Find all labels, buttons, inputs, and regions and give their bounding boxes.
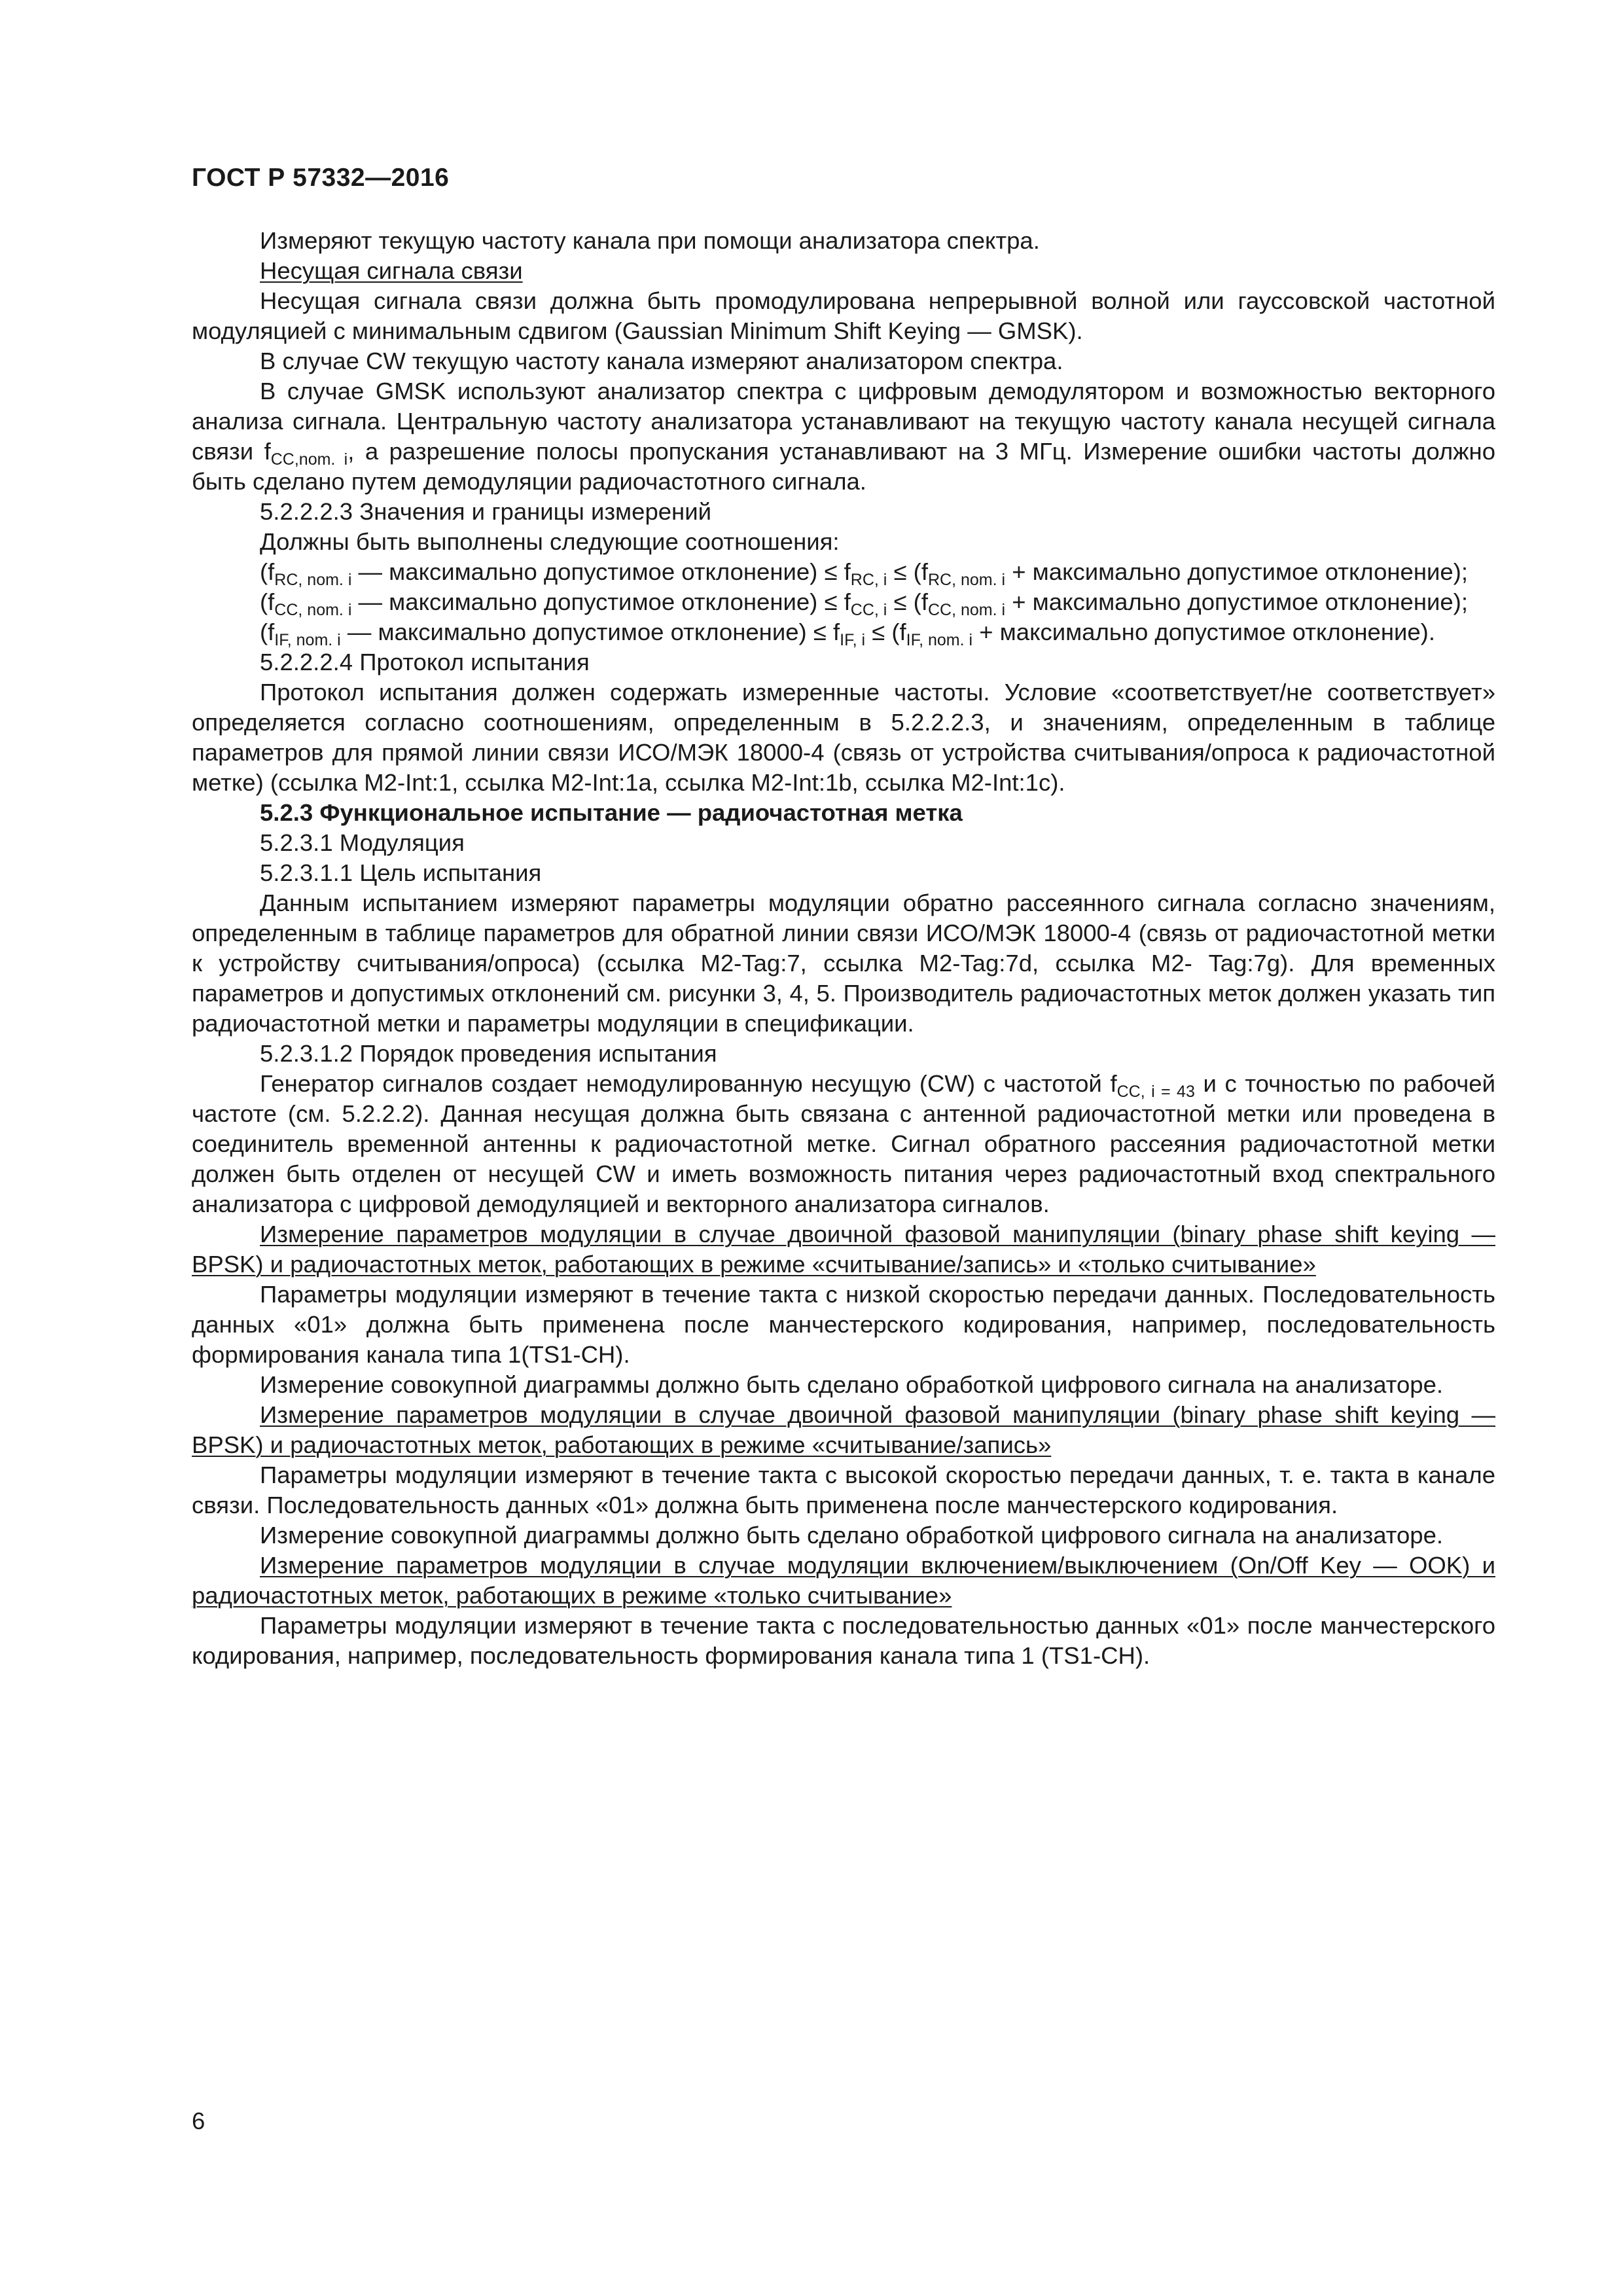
text-run: и с точностью по рабочей частоте (см. 5.2.2.2). Данная несущая должна быть связана с антенной радиочастотной метки или проведена в соединитель временной антенны к радиочастотной метке. Сигнал обратного рассеяния радиочастотной метки должен быть отделен от несущей CW и иметь возможность питания через радиочастотный вход спектрального анализатора с цифровой демодуляцией и векторного анализатора сигналов. (192, 1070, 1495, 1217)
formula-cc (192, 587, 1495, 617)
subscript: CC, nom. i (274, 601, 352, 619)
text-run: ≤ (f (865, 619, 906, 645)
text-run: ≤ (f (887, 558, 928, 585)
paragraph: Параметры модуляции измеряют в течение такта с низкой скоростью передачи данных. Последовательность данных «01» должна быть применена после манчестерского кодирования, например, последовательность формирования канала типа 1(TS1-CH). (192, 1281, 1495, 1368)
text-run: (f (260, 619, 275, 645)
subscript: CC, i (850, 601, 887, 619)
text-run: ≤ (f (887, 588, 928, 615)
text-run: + максимально допустимое отклонение); (1005, 558, 1468, 585)
subscript: CC, nom. i (927, 601, 1006, 619)
formula-if (192, 617, 1495, 647)
text-run: (f (260, 588, 275, 615)
subheading-carrier (192, 256, 1495, 286)
text-run: , а разрешение полосы пропускания устанавливают на 3 МГц. Измерение ошибки частоты должно быть сделано путем демодуляции радиочастотного сигнала. (192, 438, 1496, 495)
subscript: RC, i (850, 571, 887, 589)
subscript: RC, nom. i (927, 571, 1006, 589)
text-run: (f (260, 558, 275, 585)
clause-heading: 5.2.3.1.2 Порядок проведения испытания (260, 1040, 717, 1067)
clause-heading: 5.2.2.2.3 Значения и границы измерений (260, 498, 711, 525)
text-run: Генератор сигналов создает немодулированную несущую (CW) с частотой f (260, 1070, 1117, 1097)
formula-rc (192, 557, 1495, 587)
subscript: IF, nom. i (274, 631, 341, 649)
section-heading: 5.2.3 Функциональное испытание — радиочастотная метка (260, 799, 963, 826)
paragraph: В случае CW текущую частоту канала измеряют анализатором спектра. (260, 348, 1063, 374)
clause-heading: 5.2.3.1.1 Цель испытания (260, 859, 542, 886)
document-code-header: ГОСТ Р 57332—2016 (192, 164, 450, 192)
paragraph: Должны быть выполнены следующие соотношения: (260, 528, 840, 555)
underlined-text: Измерение параметров модуляции в случае модуляции включением/выключением (On/Off Key — OOK) и радиочастотных меток, работающих в режиме «только считывание» (192, 1552, 1495, 1609)
underlined-text: Измерение параметров модуляции в случае двоичной фазовой манипуляции (binary phase shift keying — BPSK) и радиочастотных меток, работающих в режиме «считывание/запись» (192, 1401, 1495, 1458)
page-number: 6 (192, 2108, 205, 2134)
subheading-bpsk-rw-ro (192, 1219, 1495, 1280)
paragraph: Данным испытанием измеряют параметры модуляции обратно рассеянного сигнала согласно значениям, определенным в таблице параметров для обратной линии связи ИСО/МЭК 18000-4 (связь от радиочастотной метки к устройству считывания/опроса) (ссылка M2-Tag:7, ссылка M2-Tag:7d, ссылка M2- Tag:7g). Для временных параметров и допустимых отклонений см. рисунки 3, 4, 5. Производитель радиочастотных меток должен указать тип радиочастотной метки и параметры модуляции в спецификации. (192, 889, 1495, 1037)
paragraph (192, 376, 1495, 497)
paragraph (192, 1069, 1495, 1219)
subscript: RC, nom. i (274, 571, 352, 589)
document-body (192, 226, 1495, 1671)
subscript: CC,nom. i (270, 450, 348, 469)
text-run: В случае GMSK используют анализатор спектра с цифровым демодулятором и возможностью векторного анализа сигнала. Центральную частоту анализатора устанавливают на текущую частоту канала несущей сигнала связи f (192, 378, 1495, 465)
underlined-text: Несущая сигнала связи (260, 257, 523, 284)
paragraph: Параметры модуляции измеряют в течение такта с последовательностью данных «01» после манчестерского кодирования, например, последовательность формирования канала типа 1 (TS1-CH). (192, 1612, 1495, 1669)
text-run: — максимально допустимое отклонение) ≤ f (351, 558, 851, 585)
paragraph: Измерение совокупной диаграммы должно быть сделано обработкой цифрового сигнала на анализаторе. (260, 1522, 1444, 1549)
text-run: — максимально допустимое отклонение) ≤ f (340, 619, 840, 645)
underlined-text: Измерение параметров модуляции в случае двоичной фазовой манипуляции (binary phase shift keying — BPSK) и радиочастотных меток, работающих в режиме «считывание/запись» и «только считывание» (192, 1221, 1495, 1278)
paragraph: Измерение совокупной диаграммы должно быть сделано обработкой цифрового сигнала на анализаторе. (260, 1371, 1444, 1398)
subheading-ook (192, 1551, 1495, 1611)
subscript: IF, nom. i (906, 631, 973, 649)
text-run: — максимально допустимое отклонение) ≤ f (351, 588, 851, 615)
paragraph: Измеряют текущую частоту канала при помощи анализатора спектра. (260, 227, 1040, 254)
subscript: CC, i = 43 (1116, 1083, 1195, 1101)
paragraph: Параметры модуляции измеряют в течение такта с высокой скоростью передачи данных, т. е. такта в канале связи. Последовательность данных «01» должна быть применена после манчестерского кодирования. (192, 1462, 1495, 1518)
paragraph: Несущая сигнала связи должна быть промодулирована непрерывной волной или гауссовской частотной модуляцией с минимальным сдвигом (Gaussian Minimum Shift Keying — GMSK). (192, 287, 1495, 344)
subheading-bpsk-rw (192, 1400, 1495, 1460)
clause-heading: 5.2.2.2.4 Протокол испытания (260, 649, 590, 675)
text-run: + максимально допустимое отклонение); (1005, 588, 1468, 615)
subscript: IF, i (840, 631, 866, 649)
text-run: + максимально допустимое отклонение). (972, 619, 1435, 645)
paragraph: Протокол испытания должен содержать измеренные частоты. Условие «соответствует/не соответствует» определяется согласно соотношениям, определенным в 5.2.2.2.3, и значениям, определенным в таблице параметров для прямой линии связи ИСО/МЭК 18000-4 (связь от устройства считывания/опроса к радиочастотной метке) (ссылка M2-Int:1, ссылка M2-Int:1a, ссылка M2-Int:1b, ссылка M2-Int:1c). (192, 679, 1495, 796)
clause-heading: 5.2.3.1 Модуляция (260, 829, 465, 856)
